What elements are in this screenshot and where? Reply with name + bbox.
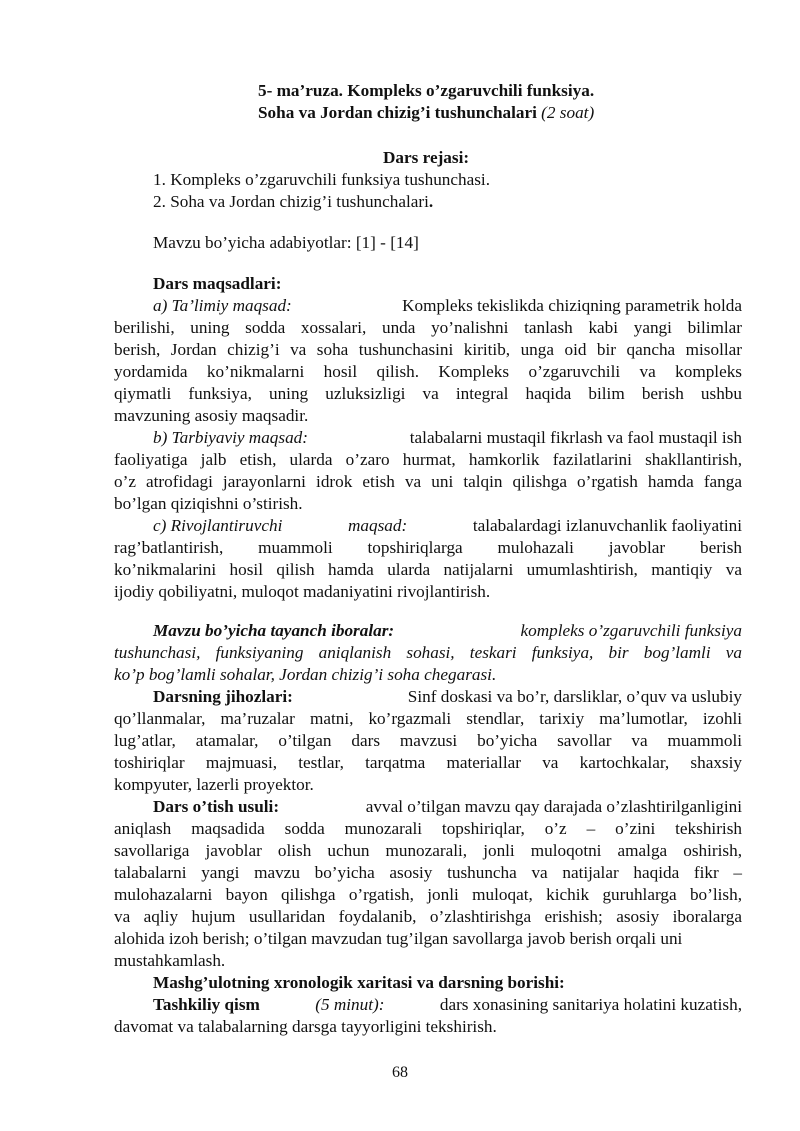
goal-c-text-3: ijodiy qobiliyatni, muloqot madaniyatini rivojlantirish. [114,582,491,601]
key-terms-first-line [153,620,742,642]
lecture-title-line2 [258,102,594,124]
goal-b-first-line [153,427,742,449]
goal-b-text-2: o’z atrofidagi jarayonlarni idrok etish va uni talqin qilishga o’rgatish hamda fanga [114,472,742,491]
goal-c-text-0: talabalardagi izlanuvchanlik faoliyatini [472,516,742,535]
lecture-title-line1: 5- ma’ruza. Kompleks o’zgaruvchili funksiya. [258,81,595,100]
goal-c-text-1: rag’batlantirish, muammoli topshiriqlarga mulohazali javoblar berish [114,538,742,557]
plan-heading: Dars rejasi: [383,148,470,167]
chronology-heading: Mashg’ulotning xronologik xaritasi va darsning borishi: [153,973,565,992]
method-first-line [153,796,742,818]
equipment-text-0: Sinf doskasi va bo’r, darsliklar, o’quv va uslubiy [407,687,742,706]
goal-b-label: b) Tarbiyaviy maqsad: [153,428,308,447]
equipment-text-4: kompyuter, lazerli proyektor. [114,775,314,794]
method-label: Dars o’tish usuli: [153,797,280,816]
lecture-hours: (2 soat) [541,103,595,122]
goal-c-text-2: ko’nikmalarini hosil qilish hamda ularda natijalarni umumlashtirish, mantiqiy va [114,560,742,579]
goal-a-text-5: mavzuning asosiy maqsadir. [114,406,309,425]
equipment-text-3: toshiriqlar majmuasi, testlar, tarqatma materiallar va kartochkalar, shaxsiy [114,753,742,772]
goal-b-text-0: talabalarni mustaqil fikrlash va faol mustaqil ish [409,428,742,447]
method-text-4: mulohazalarni bayon qilishga o’rgatish, jonli muloqat, kichik guruhlarga bo’lish, [114,885,742,904]
method-text-1: aniqlash maqsadida sodda munozarali topshiriqlar, o’z – o’zini tekshirish [114,819,742,838]
organizational-part-time: (5 minut): [315,995,385,1014]
key-terms-label: Mavzu bo’yicha tayanch iboralar: [153,621,395,640]
key-terms-text-1: tushunchasi, funksiyaning aniqlanish sohasi, teskari funksiya, bir bog’lamli va [114,643,742,662]
plan-item-1: 1. Kompleks o’zgaruvchili funksiya tushunchasi. [153,170,491,189]
goal-c-label-2: maqsad: [347,516,408,535]
lecture-title-main: Soha va Jordan chizig’i tushunchalari [258,103,537,122]
equipment-text-2: lug’atlar, atamalar, o’tilgan dars mavzusi bo’yicha savollar va muammoli [114,731,742,750]
goal-a-first-line [153,295,742,317]
chronology-text-1: davomat va talabalarning darsga tayyorligini tekshirish. [114,1017,497,1036]
goals-heading: Dars maqsadlari: [153,274,282,293]
goal-a-text-3: yordamida ko’nikmalarni hosil qilish. Kompleks o’zgaruvchili va kompleks [114,362,742,381]
organizational-part-label: Tashkiliy qism [153,995,260,1014]
literature-line: Mavzu bo’yicha adabiyotlar: [1] - [14] [153,233,419,252]
key-terms-text-0: kompleks o’zgaruvchili funksiya [520,621,742,640]
goal-b-text-3: bo’lgan qiziqishni o’stirish. [114,494,303,513]
equipment-label: Darsning jihozlari: [153,687,293,706]
key-terms-text-2: ko’p bog’lamli sohalar, Jordan chizig’i soha chegarasi. [114,665,497,684]
method-text-3: talabalarni yangi mavzu bo’yicha asosiy tushuncha va natijalar haqida fikr – [114,863,742,882]
goal-a-text-0: Kompleks tekislikda chiziqning parametrik holda [402,296,742,315]
method-text-0: avval o’tilgan mavzu qay darajada o’zlashtirilganligini [365,797,742,816]
equipment-first-line [153,686,742,708]
goal-a-text-4: qiymatli funksiya, uning uzluksizligi va integral haqida bilim berish ushbu [114,384,742,403]
method-text-2: savollariga javoblar olish uchun munozarali, jonli muloqotni amalga oshirish, [114,841,742,860]
method-text-6: alohida izoh berish; o’tilgan mavzudan tug’ilgan savollarga javob berish orqali uni [114,929,683,948]
goal-b-text-1: faoliyatiga jalb etish, ularda o’zaro hurmat, hamkorlik fazilatlarini shakllantirish, [114,450,742,469]
goal-c-label-1: c) Rivojlantiruvchi [153,516,283,535]
goal-a-text-2: berish, Jordan chizig’i va soha tushunchasini kiritib, unga oid bir qancha misollar [114,340,742,359]
equipment-text-1: qo’llanmalar, ma’ruzalar matni, ko’rgazmali stendlar, tarixiy ma’lumotlar, izohli [114,709,742,728]
goal-a-text-1: berilishi, uning sodda xossalari, unda yo’nalishni tanlash kabi yangi bilimlar [114,318,742,337]
plan-item-2-period: . [428,192,434,211]
method-text-5: va aqliy hujum usullaridan foydalanib, o’zlashtirishga erishish; asosiy iboralarga [114,907,742,926]
chronology-first-line [153,994,742,1016]
chronology-text-0: dars xonasining sanitariya holatini kuzatish, [439,995,742,1014]
goal-a-label: a) Ta’limiy maqsad: [153,296,292,315]
plan-item-2 [153,191,433,213]
goal-c-first-line [153,515,742,537]
plan-item-2-text: 2. Soha va Jordan chizig’i tushunchalari [153,192,429,211]
method-text-7: mustahkamlash. [114,951,226,970]
page-number: 68 [392,1064,408,1081]
